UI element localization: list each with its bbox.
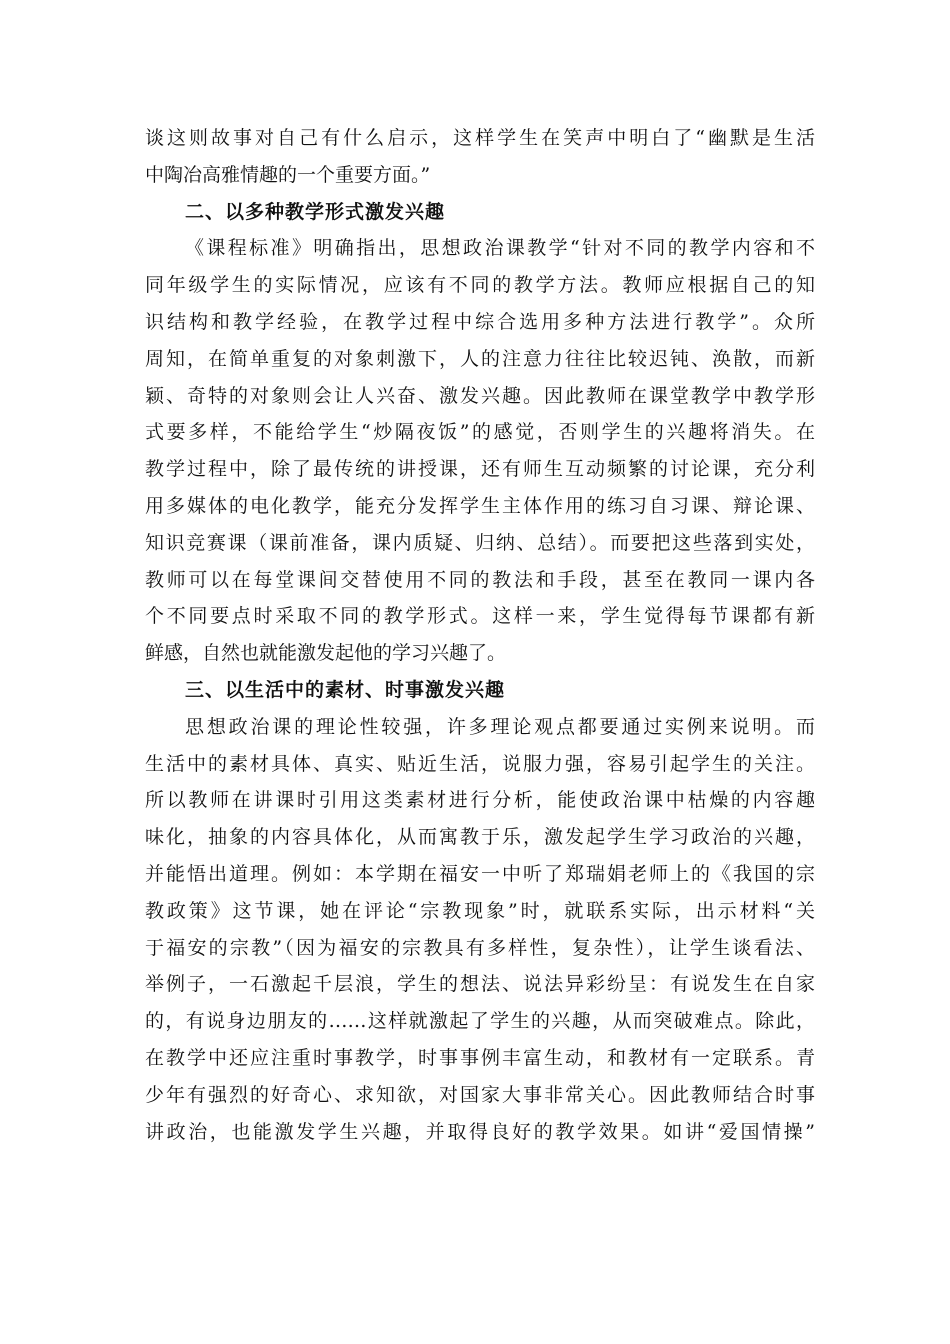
- paragraph-line: 于福安的宗教”（因为福安的宗教具有多样性，复杂性），让学生谈看法、: [145, 936, 815, 959]
- paragraph-line: 《课程标准》明确指出，思想政治课教学“针对不同的教学内容和不: [185, 237, 815, 260]
- paragraph-line: 讲政治，也能激发学生兴趣，并取得良好的教学效果。如讲“爱国情操”: [145, 1120, 815, 1143]
- paragraph-line: 味化，抽象的内容具体化，从而寓教于乐，激发起学生学习政治的兴趣，: [145, 826, 815, 849]
- paragraph-line: 颖、奇特的对象则会让人兴奋、激发兴趣。因此教师在课堂教学中教学形: [145, 384, 815, 407]
- paragraph-line: 在教学中还应注重时事教学，时事事例丰富生动，和教材有一定联系。青: [145, 1046, 815, 1069]
- paragraph-line: 思想政治课的理论性较强，许多理论观点都要通过实例来说明。而: [185, 715, 815, 738]
- paragraph-line: 谈这则故事对自己有什么启示，这样学生在笑声中明白了“幽默是生活: [145, 127, 815, 149]
- paragraph-line: 知识竞赛课（课前准备，课内质疑、归纳、总结）。而要把这些落到实处，: [145, 531, 815, 554]
- paragraph-line: 教政策》这节课，她在评论“宗教现象”时，就联系实际，出示材料“关: [145, 899, 815, 922]
- paragraph-line: 用多媒体的电化教学，能充分发挥学生主体作用的练习自习课、辩论课、: [145, 494, 815, 517]
- paragraph-line: 式要多样，不能给学生“炒隔夜饭”的感觉，否则学生的兴趣将消失。在: [145, 421, 815, 444]
- paragraph-line: 周知，在简单重复的对象刺激下，人的注意力往往比较迟钝、涣散，而新: [145, 347, 815, 370]
- paragraph-line: 教学过程中，除了最传统的讲授课，还有师生互动频繁的讨论课，充分利: [145, 458, 815, 481]
- paragraph-2: [145, 230, 815, 672]
- paragraph-line: 鲜感，自然也就能激发起他的学习兴趣了。: [145, 642, 507, 665]
- paragraph-line: 个不同要点时采取不同的教学形式。这样一来，学生觉得每节课都有新: [145, 605, 815, 628]
- section-heading-3: 三、以生活中的素材、时事激发兴趣: [185, 678, 506, 701]
- paragraph-line: 教师可以在每堂课间交替使用不同的教法和手段，甚至在教同一课内各: [145, 568, 815, 591]
- section-heading-2: 二、以多种教学形式激发兴趣: [185, 200, 446, 223]
- paragraph-line: 中陶冶高雅情趣的一个重要方面。”: [145, 163, 431, 186]
- paragraph-3: [145, 709, 815, 1151]
- document-page: [145, 120, 815, 1150]
- paragraph-line: 同年级学生的实际情况，应该有不同的教学方法。教师应根据自己的知: [145, 274, 815, 297]
- paragraph-line: 识结构和教学经验，在教学过程中综合选用多种方法进行教学”。众所: [145, 310, 815, 333]
- paragraph-line: 并能悟出道理。例如：本学期在福安一中听了郑瑞娟老师上的《我国的宗: [145, 862, 815, 885]
- paragraph-line: 举例子，一石激起千层浪，学生的想法、说法异彩纷呈：有说发生在自家: [145, 973, 815, 996]
- paragraph-line: 的，有说身边朋友的……这样就激起了学生的兴趣，从而突破难点。除此，: [145, 1010, 815, 1033]
- paragraph-line: 生活中的素材具体、真实、贴近生活，说服力强，容易引起学生的关注。: [145, 752, 815, 775]
- paragraph-line: 所以教师在讲课时引用这类素材进行分析，能使政治课中枯燥的内容趣: [145, 789, 815, 812]
- paragraph-1: [145, 120, 815, 194]
- paragraph-line: 少年有强烈的好奇心、求知欲，对国家大事非常关心。因此教师结合时事: [145, 1083, 815, 1106]
